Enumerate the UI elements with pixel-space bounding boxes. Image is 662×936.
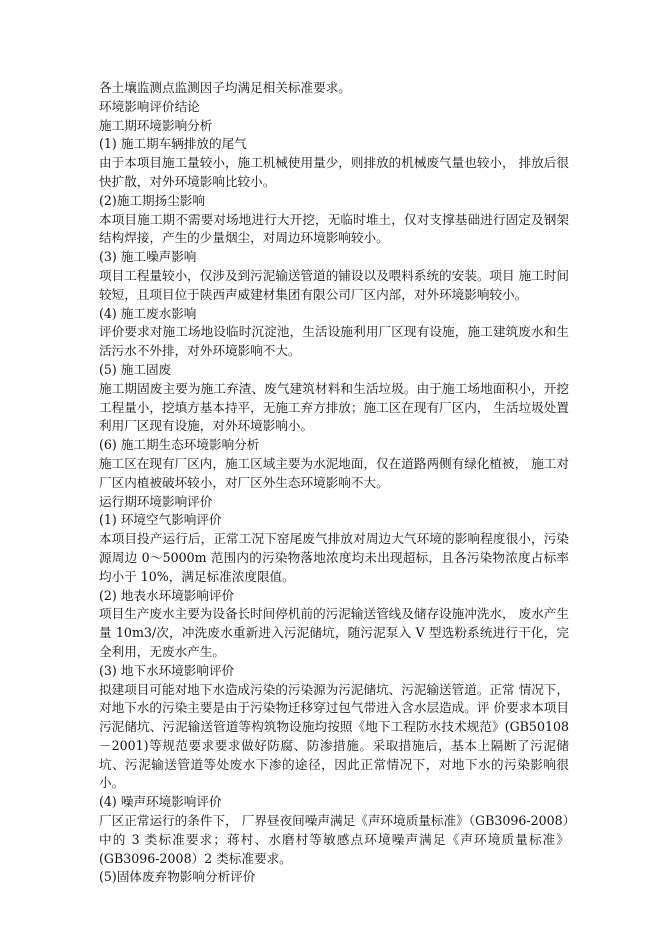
- item-heading: (5) 施工固废: [99, 361, 172, 377]
- paragraph: 项目生产废水主要为设备长时间停机前的污泥输送管线及储存设施冲洗水， 废水产生量 10m3/次，冲洗废水重新进入污泥储坑，随污泥泵入 V 型选粉系统进行干化，完全利用，无废水产生。: [99, 606, 569, 659]
- subsection-heading: 运行期环境影响评价: [99, 493, 213, 509]
- item-heading: (4) 噪声环境影响评价: [99, 794, 222, 810]
- paragraph: 由于本项目施工量较小，施工机械使用量少，则排放的机械废气量也较小， 排放后很快扩散，对外环境影响比较小。: [99, 155, 569, 189]
- item-heading: (4) 施工废水影响: [99, 305, 197, 321]
- paragraph: 厂区正常运行的条件下， 厂界昼夜间噪声满足《声环境质量标准》（GB3096-2008）中的 3 类标准要求；蒋村、水磨村等敏感点环境噪声满足《声环境质量标准》(GB3096-2008）2 类标准要求。: [99, 813, 569, 866]
- item-heading: (2) 地表水环境影响评价: [99, 587, 235, 603]
- item-heading: (1) 施工期车辆排放的尾气: [99, 136, 247, 152]
- paragraph: 施工期固废主要为施工弃渣、废气建筑材料和生活垃圾。由于施工场地面积小，开挖工程量小，挖填方基本持平，无施工弃方排放；施工区在现有厂区内， 生活垃圾处置利用厂区现有设施，对外环境影响小。: [99, 380, 569, 434]
- item-heading: (1) 环境空气影响评价: [99, 512, 222, 528]
- item-heading: (3) 施工噪声影响: [99, 249, 197, 265]
- item-heading: (3) 地下水环境影响评价: [99, 662, 235, 678]
- subsection-heading: 施工期环境影响分析: [99, 117, 213, 133]
- paragraph: 项目工程量较小，仅涉及到污泥输送管道的铺设以及喂料系统的安装。项目 施工时间较短，且项目位于陕西声威建材集团有限公司厂区内部，对外环境影响较小。: [99, 267, 569, 302]
- paragraph: 本项目施工期不需要对场地进行大开挖，无临时堆土，仅对支撑基础进行固定及钢架结构焊接，产生的少量烟尘，对周边环境影响较小。: [99, 211, 569, 246]
- section-heading: 环境影响评价结论: [99, 98, 200, 114]
- item-heading: (2)施工期扬尘影响: [99, 192, 205, 208]
- item-heading: (5)固体废弃物影响分析评价: [99, 869, 256, 885]
- document-body: [99, 79, 569, 887]
- paragraph: 各土壤监测点监测因子均满足相关标准要求。: [99, 80, 351, 95]
- paragraph: 拟建项目可能对地下水造成污染的污染源为污泥储坑、污泥输送管道。正常 情况下，对地下水的污染主要是由于污染物迁移穿过包气带进入含水层造成。评 价要求本项目污泥储坑、污泥输送管道等构筑物设施均按照《地下工程防水技术规范》(GB50108－2001)等规范要求要求做好防腐、防渗措施。采取措施后，基本上隔断了污泥储坑、污泥输送管道等处废水下渗的途径，因此正常情况下，对地下水的污染影响很小。: [99, 681, 569, 791]
- paragraph: 施工区在现有厂区内，施工区域主要为水泥地面，仅在道路两侧有绿化植被， 施工对厂区内植被破坏较小，对厂区外生态环境影响不大。: [99, 455, 569, 490]
- item-heading: (6) 施工期生态环境影响分析: [99, 437, 260, 453]
- paragraph: 评价要求对施工场地设临时沉淀池，生活设施利用厂区现有设施，施工建筑废水和生活污水不外排，对外环境影响不大。: [99, 324, 569, 359]
- paragraph: 本项目投产运行后，正常工况下窑尾废气排放对周边大气环境的影响程度很小，污染源周边 0～5000m 范围内的污染物落地浓度均未出现超标，且各污染物浓度占标率均小于 10%，满足标准浓度限值。: [99, 531, 569, 584]
